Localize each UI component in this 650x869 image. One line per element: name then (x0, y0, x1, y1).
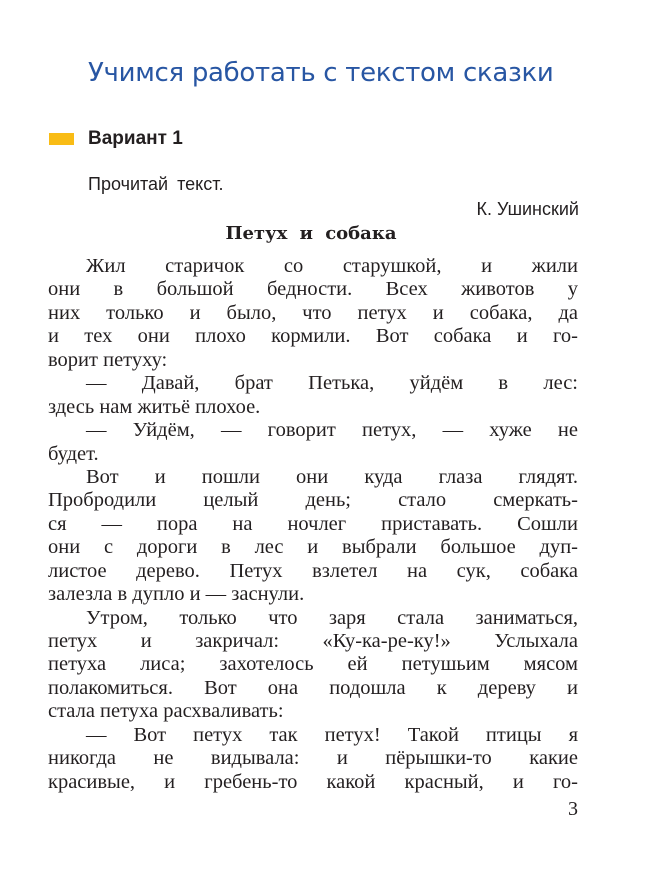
story-line: ся — пора на ночлег приставать. Сошли (48, 512, 578, 535)
story-line: петуха лиса; захотелось ей петушьим мясом (48, 653, 578, 676)
story-line: стала петуха расхваливать: (48, 700, 284, 723)
story-line: полакомиться. Вот она подошла к дереву и (48, 676, 578, 699)
story-line: них только и было, что петух и собака, да (48, 301, 578, 324)
story-line: Пробродили целый день; стало смеркать- (48, 489, 578, 512)
story-line: будет. (48, 442, 99, 465)
story-title-text: Петух и собака (225, 223, 397, 244)
variant-label: Вариант 1 (88, 128, 183, 149)
variant-marker-icon (49, 133, 74, 145)
story-line: они в большой бедности. Всех животов у (48, 278, 578, 301)
story-line: Вот и пошли они куда глаза глядят. (86, 465, 578, 488)
story-line: Жил старичок со старушкой, и жили (86, 255, 578, 277)
story-line: — Вот петух так петух! Такой птицы я (86, 723, 578, 746)
story-line: никогда не видывала: и пёрышки-то какие (48, 747, 578, 770)
page-number: 3 (568, 798, 578, 820)
story-body (48, 255, 578, 794)
story-line: — Уйдём, — говорит петух, — хуже не (86, 419, 578, 442)
story-line: листое дерево. Петух взлетел на сук, собака (48, 559, 578, 582)
story-line: Утром, только что заря стала заниматься, (86, 606, 578, 629)
story-line: красивые, и гребень-то какой красный, и го- (48, 770, 578, 793)
story-title (0, 223, 650, 244)
variant-heading (49, 128, 183, 150)
page-title: Учимся работать с текстом сказки (88, 58, 554, 88)
story-line: ворит петуху: (48, 348, 168, 371)
story-line: залезла в дупло и — заснули. (48, 583, 305, 606)
story-line: петух и закричал: «Ку-ка-ре-ку!» Услыхала (48, 630, 578, 652)
story-author: К. Ушинский (476, 199, 579, 219)
instruction-text: Прочитай текст. (88, 174, 224, 194)
story-line: здесь нам житьё плохое. (48, 395, 261, 418)
story-line: они с дороги в лес и выбрали большое дуп- (48, 536, 578, 559)
story-line: — Давай, брат Петька, уйдём в лес: (86, 372, 578, 395)
story-line: и тех они плохо кормили. Вот собака и го- (48, 325, 578, 348)
